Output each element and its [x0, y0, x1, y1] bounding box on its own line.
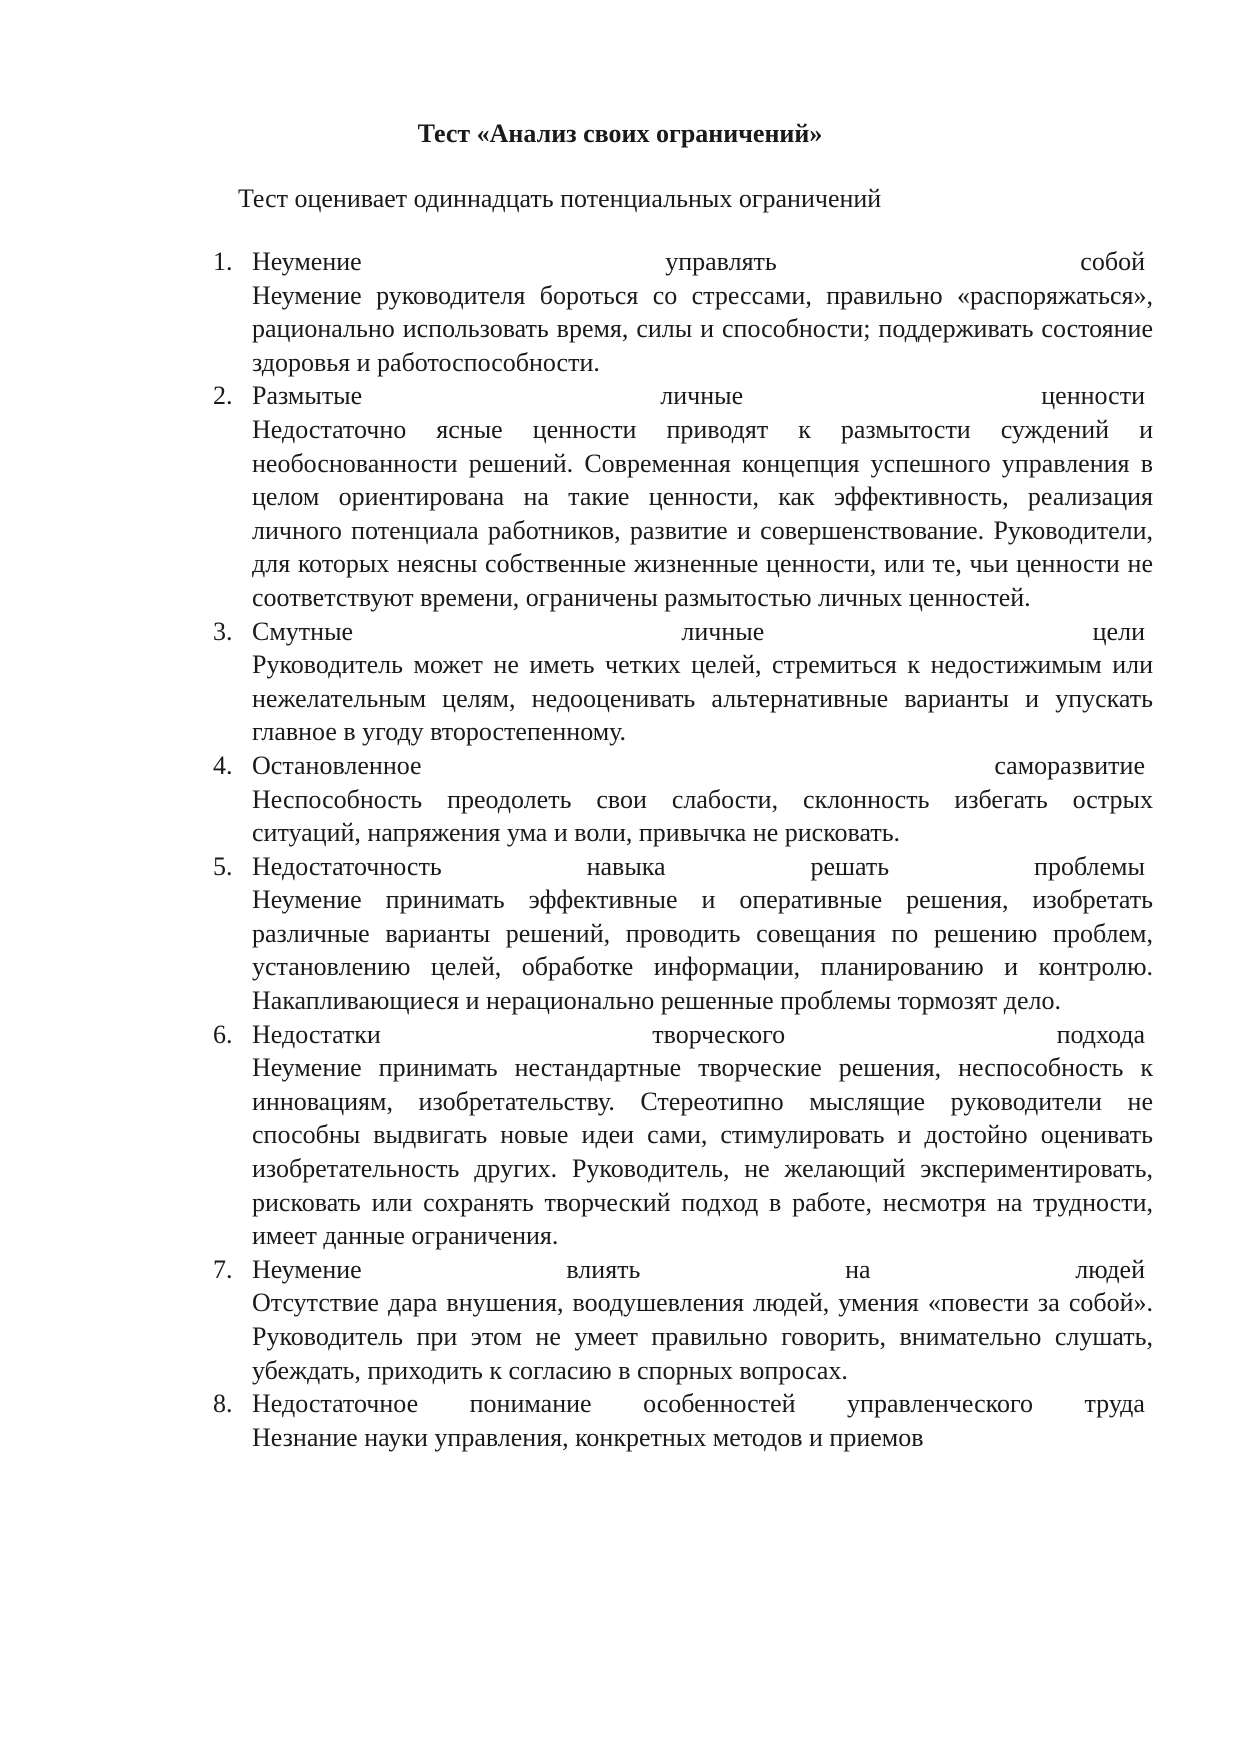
heading-word: ценности	[1041, 381, 1145, 411]
heading-word: проблемы	[1034, 851, 1145, 881]
item-description: Незнание науки управления, конкретных методов и приемов	[252, 1422, 924, 1452]
heading-word: Неумение	[252, 1254, 362, 1284]
heading-word: Недостатки	[252, 1019, 381, 1049]
list-item	[0, 850, 1240, 1018]
limitations-list	[0, 245, 1240, 1454]
heading-word: цели	[1092, 616, 1145, 646]
heading-word: подхода	[1056, 1019, 1145, 1049]
item-number: 5.	[213, 851, 233, 881]
heading-word: людей	[1075, 1254, 1145, 1284]
heading-word: на	[845, 1254, 871, 1284]
heading-word: труда	[1084, 1389, 1145, 1419]
item-heading	[252, 1387, 1145, 1421]
list-item	[0, 615, 1240, 749]
item-heading	[252, 615, 1145, 649]
heading-word: управленческого	[847, 1389, 1033, 1419]
heading-word: особенностей	[643, 1389, 796, 1419]
list-item	[0, 1387, 1240, 1454]
list-item	[0, 245, 1240, 379]
item-description: Отсутствие дара внушения, воодушевления людей, умения «повести за собой». Руководитель при этом не умеет правильно говорить, внимательно слушать, убеждать, приходить к согласию в спорных вопросах.	[252, 1288, 1153, 1385]
item-number: 2.	[213, 381, 233, 411]
heading-word: собой	[1080, 247, 1145, 276]
document-intro: Тест оценивает одиннадцать потенциальных ограничений	[238, 184, 882, 213]
list-item	[0, 749, 1240, 850]
heading-word: Остановленное	[252, 750, 422, 780]
item-heading	[252, 379, 1145, 413]
item-description: Недостаточно ясные ценности приводят к размытости суждений и необоснованности решений. Современная концепция успешного управления в целом ориентирована на такие ценности, как эффективность, реализация личного потенциала работников, развитие и совершенствование. Руководители, для которых неясны собственные жизненные ценности, или те, чьи ценности не соответствуют времени, ограничены размытостью личных ценностей.	[252, 414, 1153, 612]
item-number: 4.	[213, 750, 233, 780]
heading-word: саморазвитие	[994, 750, 1145, 780]
item-number: 1.	[213, 247, 233, 276]
heading-word: творческого	[652, 1019, 786, 1049]
heading-word: управлять	[665, 247, 777, 276]
item-number: 3.	[213, 616, 233, 646]
heading-word: влиять	[566, 1254, 641, 1284]
heading-word: личные	[660, 381, 744, 411]
list-item	[0, 1253, 1240, 1387]
list-item	[0, 379, 1240, 614]
item-description: Неумение принимать эффективные и оперативные решения, изобретать различные варианты решений, проводить совещания по решению проблем, установлению целей, обработке информации, планированию и контролю. Накапливающиеся и нерационально решенные проблемы тормозят дело.	[252, 885, 1153, 1016]
heading-word: Недостаточное	[252, 1389, 419, 1419]
item-number: 6.	[213, 1019, 233, 1049]
heading-word: Размытые	[252, 381, 363, 411]
heading-word: личные	[681, 616, 765, 646]
item-description: Неумение руководителя бороться со стрессами, правильно «распоряжаться», рационально использовать время, силы и способности; поддерживать состояние здоровья и работоспособности.	[252, 280, 1153, 377]
document-title: Тест «Анализ своих ограничений»	[417, 119, 823, 148]
item-number: 8.	[213, 1389, 233, 1419]
item-heading	[252, 245, 1145, 279]
item-heading	[252, 1018, 1145, 1052]
item-heading	[252, 749, 1145, 783]
heading-word: навыка	[586, 851, 666, 881]
heading-word: Недостаточность	[252, 851, 442, 881]
item-heading	[252, 1253, 1145, 1287]
heading-word: Смутные	[252, 616, 354, 646]
item-description: Неспособность преодолеть свои слабости, склонность избегать острых ситуаций, напряжения ума и воли, привычка не рисковать.	[252, 784, 1153, 848]
item-heading	[252, 850, 1145, 884]
list-item	[0, 1018, 1240, 1253]
item-number: 7.	[213, 1254, 233, 1284]
item-description: Неумение принимать нестандартные творческие решения, неспособность к инновациям, изобретательству. Стереотипно мыслящие руководители не способны выдвигать новые идеи сами, стимулировать и достойно оценивать изобретательность других. Руководитель, не желающий экспериментировать, рисковать или сохранять творческий подход в работе, несмотря на трудности, имеет данные ограничения.	[252, 1053, 1153, 1251]
item-description: Руководитель может не иметь четких целей, стремиться к недостижимым или нежелательным целям, недооценивать альтернативные варианты и упускать главное в угоду второстепенному.	[252, 650, 1153, 747]
heading-word: решать	[810, 851, 890, 881]
heading-word: Неумение	[252, 247, 362, 276]
heading-word: понимание	[469, 1389, 592, 1419]
